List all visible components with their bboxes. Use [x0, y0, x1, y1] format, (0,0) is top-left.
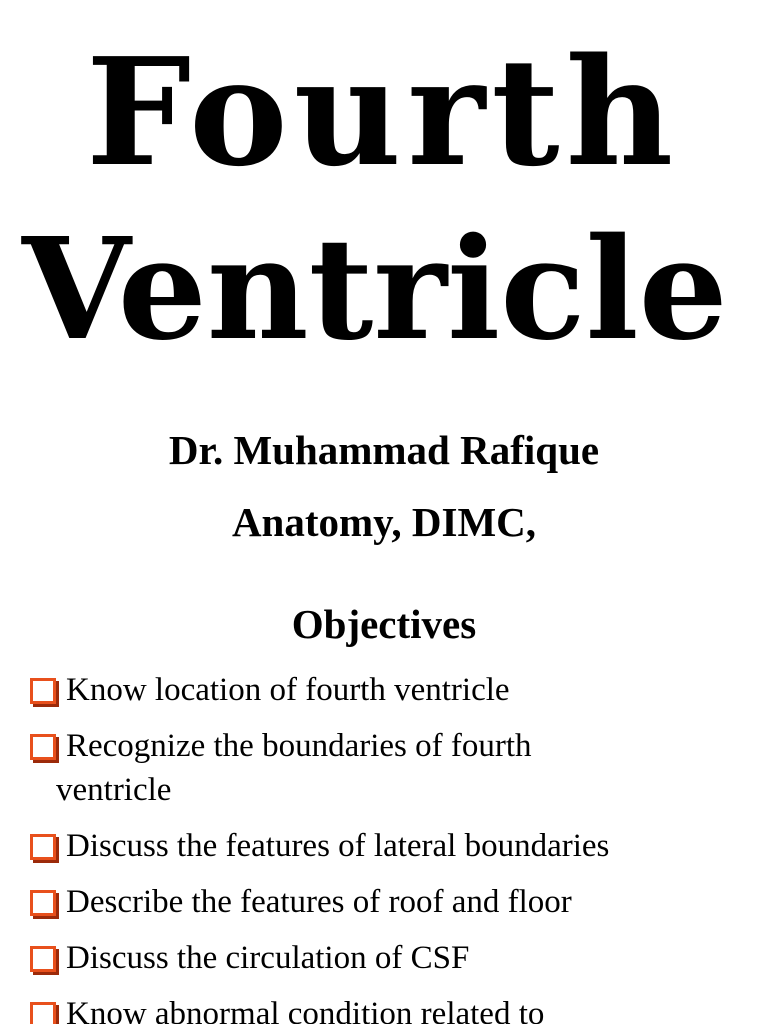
title-line-2: Ventricle: [22, 208, 728, 372]
objectives-heading: Objectives: [291, 601, 477, 647]
list-item: [30, 936, 760, 980]
objective-text-continued: ventricle: [56, 772, 172, 808]
hollow-square-bullet-icon: [30, 890, 56, 916]
list-item: [30, 824, 760, 868]
objectives-list: [30, 668, 760, 1024]
hollow-square-bullet-icon: [30, 946, 56, 972]
author-name: Dr. Muhammad Rafique: [168, 427, 600, 473]
hollow-square-bullet-icon: [30, 1002, 56, 1024]
objective-text: Discuss the features of lateral boundaries: [66, 828, 610, 864]
title-line-1: Fourth: [86, 25, 680, 199]
objective-text: Discuss the circulation of CSF: [66, 940, 470, 976]
department: Anatomy, DIMC,: [231, 499, 537, 545]
objective-text: Recognize the boundaries of fourth: [66, 728, 532, 764]
list-item: [30, 992, 760, 1024]
list-item: [30, 880, 760, 924]
hollow-square-bullet-icon: [30, 834, 56, 860]
objective-text: Know location of fourth ventricle: [66, 672, 510, 708]
objective-text: Describe the features of roof and floor: [66, 884, 572, 920]
list-item: [30, 668, 760, 712]
list-item: [30, 724, 760, 812]
hollow-square-bullet-icon: [30, 678, 56, 704]
objective-text: Know abnormal condition related to: [66, 996, 545, 1024]
hollow-square-bullet-icon: [30, 734, 56, 760]
